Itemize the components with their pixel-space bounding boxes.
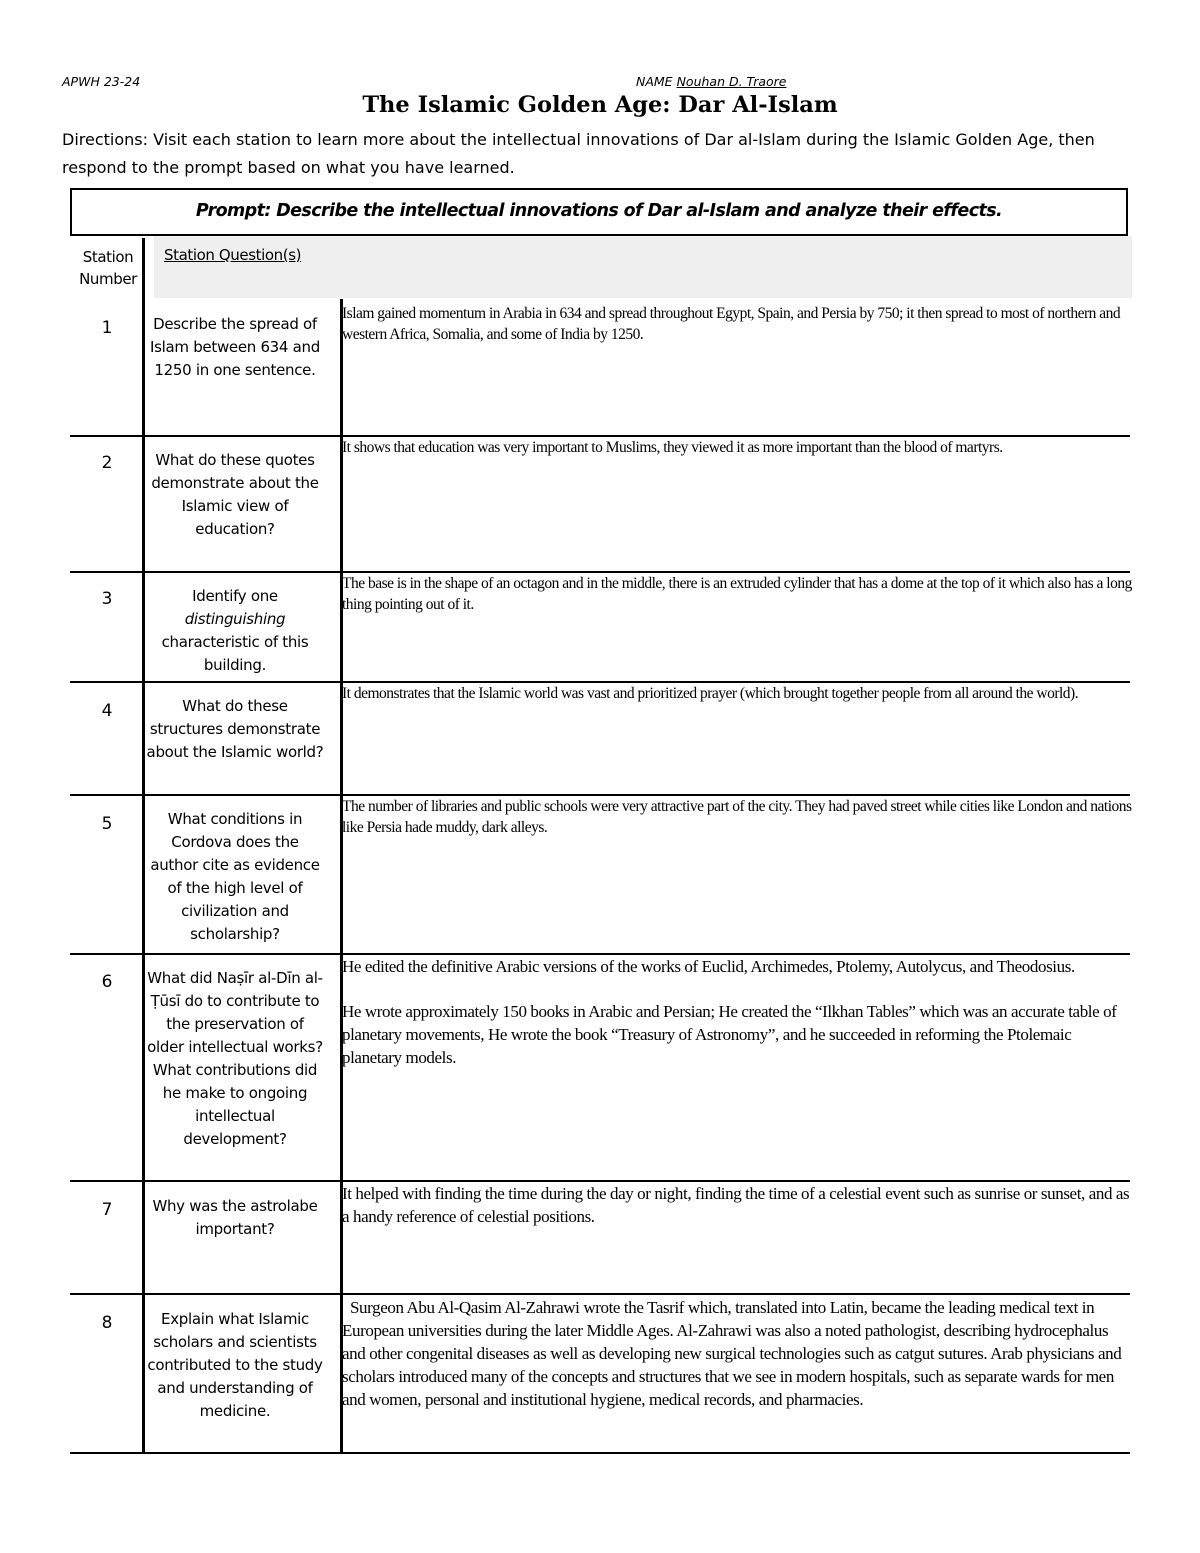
prompt-text: Prompt: Describe the intellectual innovations of Dar al-Islam and analyze their effects. <box>195 201 1003 221</box>
station-answer: It helped with finding the time during the day or night, finding the time of a celestial event such as sunrise or sunset, and as a handy reference of celestial positions. <box>342 1184 1130 1226</box>
station-number: 1 <box>101 318 113 338</box>
directions-text: Directions: Visit each station to learn more about the intellectual innovations of Dar al-Islam during the Islamic Golden Age, then respond to the prompt based on what you have learned. <box>62 130 1095 177</box>
station-answer <box>342 955 1134 1069</box>
station-answer: Islam gained momentum in Arabia in 634 and spread throughout Egypt, Spain, and Persia by 750; it then spread to most of northern and western Africa, Somalia, and some of India by 1250. <box>342 305 1121 343</box>
station-answer: Surgeon Abu Al-Qasim Al-Zahrawi wrote the Tasrif which, translated into Latin, became the leading medical text in European universities during the later Middle Ages. Al-Zahrawi was also a noted pathologist, describing hydrocephalus and other congenital diseases as well as developing new surgical technologies such as catgut sutures. Arab physicians and scholars introduced many of the concepts and structures that we see in modern hospitals, such as separate wards for men and women, personal and institutional hygiene, medical records, and pharmacies. <box>342 1298 1122 1409</box>
station-question: Explain what Islamic scholars and scientists contributed to the study and understanding of medicine. <box>147 1310 323 1420</box>
divider-station-column <box>142 238 145 1454</box>
station-question: What do these structures demonstrate about the Islamic world? <box>146 697 324 761</box>
station-answer: It shows that education was very important to Muslims, they viewed it as more important than the blood of martyrs. <box>342 439 1003 456</box>
station-question: Why was the astrolabe important? <box>152 1197 318 1238</box>
question-text: characteristic of this building. <box>161 633 309 674</box>
station-question: What do these quotes demonstrate about the Islamic view of education? <box>151 451 319 538</box>
station-question: What conditions in Cordova does the author cite as evidence of the high level of civilization and scholarship? <box>150 810 320 943</box>
station-number: 7 <box>101 1200 113 1220</box>
row-divider <box>70 1452 1130 1454</box>
answer-text: He wrote approximately 150 books in Arabic and Persian; He created the “Ilkhan Tables” which was an accurate table of planetary movements, He wrote the book “Treasury of Astronomy”, and he succeeded in reforming the Ptolemaic planetary models. <box>342 1002 1117 1067</box>
column-header-station: Station Number <box>79 248 137 288</box>
station-number: 4 <box>101 701 113 721</box>
page-title: The Islamic Golden Age: Dar Al-Islam <box>362 92 838 118</box>
station-number: 8 <box>101 1313 113 1333</box>
course-label: APWH 23-24 <box>62 74 141 89</box>
station-answer: The number of libraries and public schools were very attractive part of the city. They had paved street while cities like London and nations like Persia hade muddy, dark alleys. <box>342 798 1132 836</box>
question-text: What did Naṣīr al-Dīn al-Ṭūsī do to contribute to the preservation of older intellectual works? <box>147 969 323 1056</box>
question-text: What contributions did he make to ongoing intellectual development? <box>152 1061 318 1148</box>
station-question: Describe the spread of Islam between 634 and 1250 in one sentence. <box>150 315 320 379</box>
prompt-box <box>70 188 1128 236</box>
station-number: 3 <box>101 589 113 609</box>
answer-text: He edited the definitive Arabic versions of the works of Euclid, Archimedes, Ptolemy, Autolycus, and Theodosius. <box>342 957 1075 976</box>
station-answer: The base is in the shape of an octagon and in the middle, there is an extruded cylinder that has a dome at the top of it which also has a long thing pointing out of it. <box>342 575 1132 613</box>
name-value: Nouhan D. Traore <box>676 74 787 89</box>
station-question <box>146 967 324 1151</box>
station-number: 5 <box>101 814 113 834</box>
row-divider <box>70 1293 1130 1295</box>
station-answer: It demonstrates that the Islamic world was vast and prioritized prayer (which brought together people from all around the world). <box>342 685 1079 702</box>
station-question <box>146 585 324 677</box>
question-text: Identify one <box>192 587 278 605</box>
question-emphasis: distinguishing <box>184 610 286 628</box>
column-header-questions: Station Question(s) <box>164 246 302 264</box>
student-name <box>636 74 787 89</box>
divider-question-column <box>340 299 343 1454</box>
name-label: NAME <box>636 74 673 89</box>
station-number: 2 <box>101 453 113 473</box>
station-number: 6 <box>101 972 113 992</box>
